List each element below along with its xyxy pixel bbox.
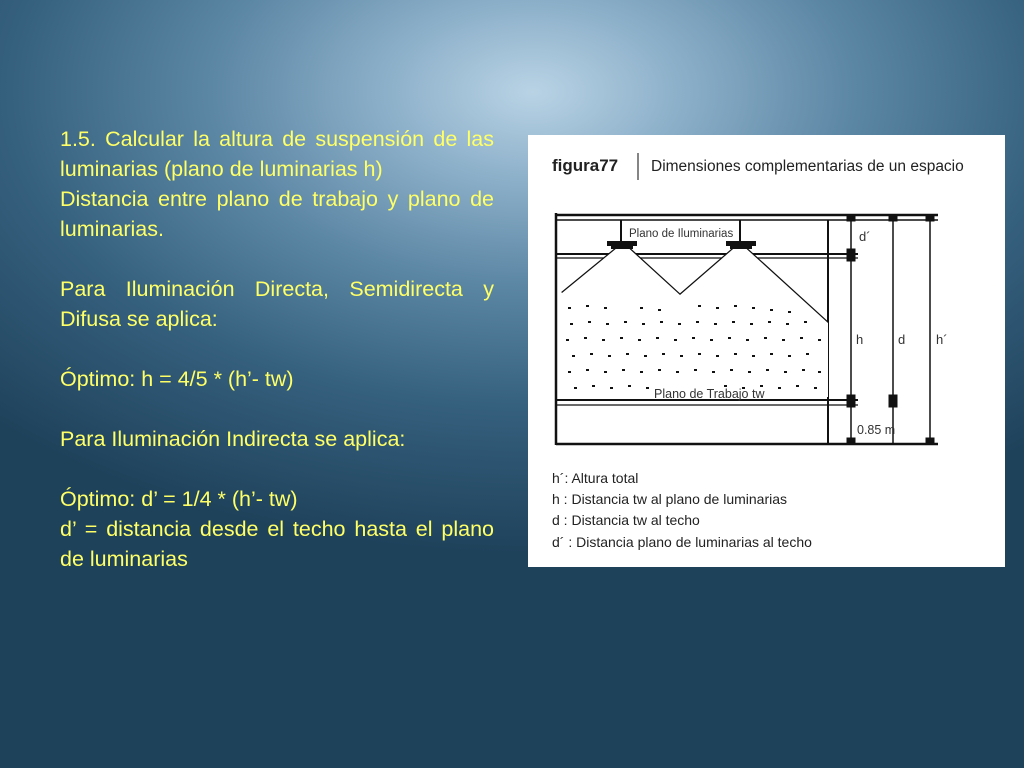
dim-label-085: 0.85 m bbox=[857, 423, 896, 437]
label-plano-luminarias: Plano de Iluminarias bbox=[629, 228, 734, 240]
slide-body-text bbox=[60, 124, 494, 574]
legend-item: h : Distancia tw al plano de luminarias bbox=[552, 491, 788, 507]
formula-d-prime-optimal: Óptimo: d’ = 1/4 * (h’- tw) bbox=[60, 487, 298, 511]
legend-item: d : Distancia tw al techo bbox=[552, 512, 700, 528]
dim-label-h: h bbox=[856, 332, 864, 347]
text-direct-lighting: Para Iluminación Directa, Semidirecta y Difusa se aplica: bbox=[60, 277, 494, 331]
dimension-lines bbox=[847, 215, 934, 444]
label-plano-trabajo: Plano de Trabajo tw bbox=[654, 387, 765, 401]
figure-caption: Dimensiones complementarias de un espacio bbox=[651, 158, 964, 175]
room-dimensions-diagram bbox=[528, 135, 1005, 567]
text-indirect-lighting: Para Iluminación Indirecta se aplica: bbox=[60, 427, 406, 451]
legend-item: h´: Altura total bbox=[552, 470, 639, 486]
text-d-prime-definition: d’ = distancia desde el techo hasta el plano de luminarias bbox=[60, 517, 494, 571]
slide-title: 1.5. Calcular la altura de suspensión de las luminarias (plano de luminarias h) bbox=[60, 127, 494, 181]
text-distance-definition: Distancia entre plano de trabajo y plano de luminarias. bbox=[60, 187, 494, 241]
light-distribution bbox=[562, 241, 828, 397]
figure-number: figura77 bbox=[552, 156, 619, 175]
formula-h-optimal: Óptimo: h = 4/5 * (h’- tw) bbox=[60, 367, 294, 391]
legend bbox=[552, 470, 812, 550]
dim-label-d-prime: d´ bbox=[859, 229, 871, 244]
legend-item: d´ : Distancia plano de luminarias al techo bbox=[552, 534, 812, 550]
figure-panel bbox=[528, 135, 1005, 567]
dim-label-d: d bbox=[898, 332, 906, 347]
dim-label-h-prime: h´ bbox=[936, 332, 948, 347]
